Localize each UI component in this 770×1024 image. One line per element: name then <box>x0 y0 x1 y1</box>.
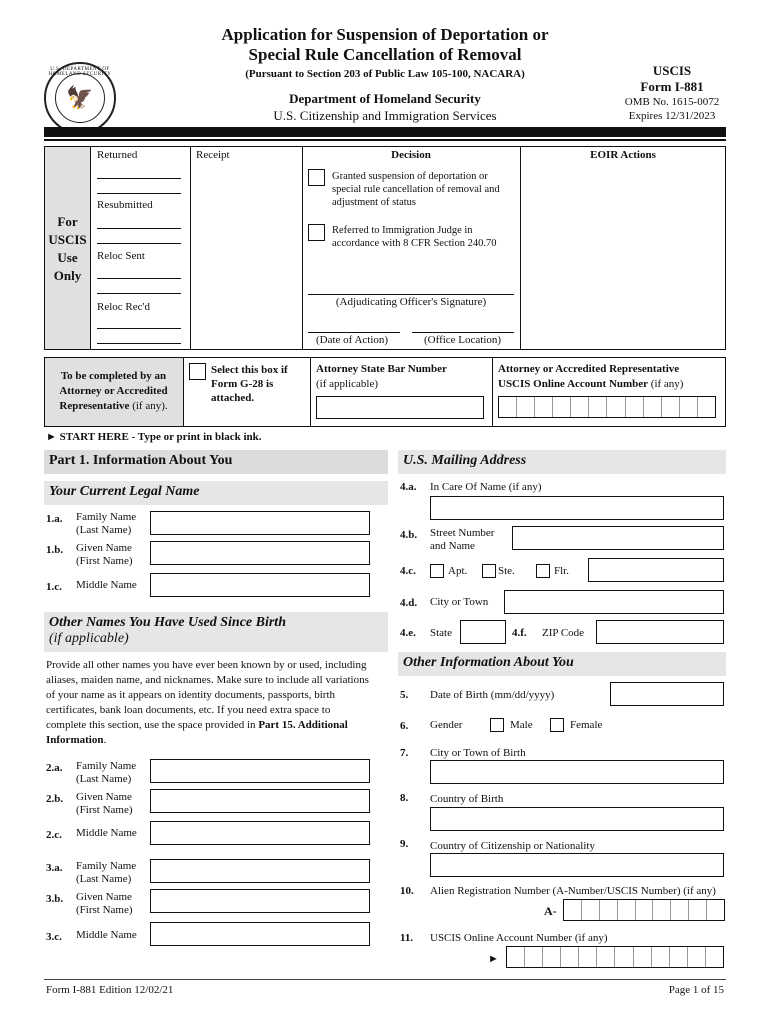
returned-label: Returned <box>97 149 138 161</box>
resubmitted-line <box>97 243 181 244</box>
eagle-icon: 🦅 <box>55 73 105 123</box>
a-number-input[interactable] <box>563 899 725 921</box>
receipt-label: Receipt <box>196 149 230 161</box>
dob-label: Date of Birth (mm/dd/yyyy) <box>430 689 555 701</box>
male-checkbox[interactable] <box>490 718 504 732</box>
middle-name-label: Middle Name <box>76 579 137 591</box>
field-number: 4.c. <box>400 565 416 577</box>
field-number: 1.a. <box>46 513 63 525</box>
other2-given-name-label: Given Name (First Name) <box>76 891 133 916</box>
other-family-name-label: Family Name (Last Name) <box>76 760 137 785</box>
middle-name-input[interactable] <box>150 573 370 597</box>
decision-label: Decision <box>391 149 431 161</box>
citizenship-input[interactable] <box>430 853 724 877</box>
given-name-label: Given Name (First Name) <box>76 542 133 567</box>
other-family-name-input[interactable] <box>150 759 370 783</box>
for-uscis-use-only: For USCIS Use Only <box>48 214 87 283</box>
bar-number-label: Attorney State Bar Number <box>316 363 447 375</box>
reloc-recd-line <box>97 328 181 329</box>
field-number: 3.a. <box>46 862 63 874</box>
department: Department of Homeland Security <box>289 91 481 106</box>
office-location-label: (Office Location) <box>424 334 502 346</box>
footer-rule <box>44 979 726 980</box>
attorney-label: To be completed by an Attorney or Accredited Representative (if any). <box>59 370 168 412</box>
city-input[interactable] <box>504 590 724 614</box>
eoir-label: EOIR Actions <box>590 149 656 161</box>
omb-number: OMB No. 1615-0072 <box>624 96 720 108</box>
male-label: Male <box>510 719 533 731</box>
other-middle-name-label: Middle Name <box>76 827 137 839</box>
reloc-sent-line <box>97 293 181 294</box>
field-number: 5. <box>400 689 409 701</box>
female-checkbox[interactable] <box>550 718 564 732</box>
legal-name-heading: Your Current Legal Name <box>44 481 388 505</box>
arrow-icon: ► <box>488 953 499 965</box>
g28-checkbox[interactable] <box>189 363 206 380</box>
mailing-heading: U.S. Mailing Address <box>398 450 726 474</box>
family-name-input[interactable] <box>150 511 370 535</box>
field-number: 4.b. <box>400 529 418 541</box>
flr-checkbox[interactable] <box>536 564 550 578</box>
divider <box>492 357 493 427</box>
uscis-account-label: USCIS Online Account Number (if any) <box>430 932 608 944</box>
state-label: State <box>430 627 452 639</box>
field-number: 2.c. <box>46 829 62 841</box>
granted-text: Granted suspension of deportation or special rule cancellation of removal and adjustment of status <box>332 171 500 208</box>
other2-given-name-input[interactable] <box>150 889 370 913</box>
referred-text: Referred to Immigration Judge in accordance with 8 CFR Section 240.70 <box>332 225 497 249</box>
uscis-label: USCIS <box>652 63 692 78</box>
city-label: City or Town <box>430 596 489 608</box>
form-title: Application for Suspension of Deportation or Special Rule Cancellation of Removal <box>221 25 549 64</box>
start-here: ► START HERE - Type or print in black ink. <box>46 431 262 443</box>
divider <box>302 146 303 350</box>
city-birth-label: City or Town of Birth <box>430 747 526 759</box>
other2-family-name-input[interactable] <box>150 859 370 883</box>
a-number-prefix: A- <box>544 904 557 918</box>
family-name-label: Family Name (Last Name) <box>76 511 137 536</box>
reloc-sent-line <box>97 278 181 279</box>
divider <box>183 357 184 427</box>
street-input[interactable] <box>512 526 724 550</box>
uscis-account-input[interactable] <box>506 946 724 968</box>
agency: U.S. Citizenship and Immigration Services <box>273 108 497 123</box>
returned-line <box>97 178 181 179</box>
reloc-recd-line <box>97 343 181 344</box>
expiration: Expires 12/31/2023 <box>628 110 716 122</box>
header-rule <box>44 127 726 137</box>
divider <box>90 146 91 350</box>
care-of-input[interactable] <box>430 496 724 520</box>
acct-label: Attorney or Accredited Representative <box>498 363 680 375</box>
female-label: Female <box>570 719 603 731</box>
granted-checkbox[interactable] <box>308 169 325 186</box>
zip-input[interactable] <box>596 620 724 644</box>
city-birth-input[interactable] <box>430 760 724 784</box>
seal-text: U.S. DEPARTMENT OF HOMELAND SECURITY <box>48 67 112 77</box>
signature-label: (Adjudicating Officer's Signature) <box>335 296 487 308</box>
attorney-account-input[interactable] <box>498 396 716 418</box>
care-of-label: In Care Of Name (if any) <box>430 481 542 493</box>
form-subtitle: (Pursuant to Section 203 of Public Law 105-100, NACARA) <box>245 68 525 80</box>
bar-number-input[interactable] <box>316 396 484 419</box>
other-info-heading: Other Information About You <box>398 652 726 676</box>
ste-checkbox[interactable] <box>482 564 496 578</box>
g28-label: Select this box if Form G-28 is attached. <box>211 364 288 404</box>
field-number: 7. <box>400 747 409 759</box>
field-number: 2.a. <box>46 762 63 774</box>
date-action-line <box>308 332 400 333</box>
apt-checkbox[interactable] <box>430 564 444 578</box>
divider <box>310 357 311 427</box>
field-number: 3.c. <box>46 931 62 943</box>
field-number: 4.f. <box>512 627 527 639</box>
field-number: 6. <box>400 720 409 732</box>
referred-checkbox[interactable] <box>308 224 325 241</box>
flr-label: Flr. <box>554 565 569 577</box>
other-names-heading: Other Names You Have Used Since Birth (if applicable) <box>44 612 388 652</box>
other-given-name-input[interactable] <box>150 789 370 813</box>
dob-input[interactable] <box>610 682 724 706</box>
footer-page: Page 1 of 15 <box>668 984 724 996</box>
dhs-seal <box>44 62 116 134</box>
ste-label: Ste. <box>498 565 515 577</box>
given-name-input[interactable] <box>150 541 370 565</box>
country-birth-label: Country of Birth <box>430 793 504 805</box>
reloc-sent-label: Reloc Sent <box>97 250 145 262</box>
citizenship-label: Country of Citizenship or Nationality <box>430 840 595 852</box>
field-number: 4.d. <box>400 597 418 609</box>
a-number-label: Alien Registration Number (A-Number/USCIS Number) (if any) <box>430 885 716 897</box>
field-number: 2.b. <box>46 793 64 805</box>
field-number: 4.a. <box>400 481 417 493</box>
reloc-recd-label: Reloc Rec'd <box>97 301 150 313</box>
other2-family-name-label: Family Name (Last Name) <box>76 860 137 885</box>
field-number: 9. <box>400 838 409 850</box>
state-select[interactable] <box>460 620 506 644</box>
resubmitted-line <box>97 228 181 229</box>
field-number: 4.e. <box>400 627 416 639</box>
other-middle-name-input[interactable] <box>150 821 370 845</box>
field-number: 10. <box>400 885 414 897</box>
field-number: 8. <box>400 792 409 804</box>
part1-heading: Part 1. Information About You <box>44 450 388 474</box>
street-label: Street Number and Name <box>430 527 495 552</box>
bar-number-sub: (if applicable) <box>316 378 378 390</box>
zip-label: ZIP Code <box>542 627 585 639</box>
date-action-label: (Date of Action) <box>316 334 389 346</box>
form-number: Form I-881 <box>640 79 704 94</box>
acct-sub: USCIS Online Account Number (if any) <box>498 378 684 390</box>
field-number: 11. <box>400 932 414 944</box>
apt-label: Apt. <box>448 565 468 577</box>
divider <box>520 146 521 350</box>
country-birth-input[interactable] <box>430 807 724 831</box>
other-given-name-label: Given Name (First Name) <box>76 791 133 816</box>
header-rule-thin <box>44 139 726 141</box>
field-number: 1.b. <box>46 544 64 556</box>
field-number: 3.b. <box>46 893 64 905</box>
other2-middle-name-label: Middle Name <box>76 929 137 941</box>
footer-edition: Form I-881 Edition 12/02/21 <box>46 984 174 996</box>
office-location-line <box>412 332 514 333</box>
divider <box>190 146 191 350</box>
field-number: 1.c. <box>46 581 62 593</box>
returned-line <box>97 193 181 194</box>
signature-line <box>308 294 514 295</box>
resubmitted-label: Resubmitted <box>97 199 153 211</box>
gender-label: Gender <box>430 719 463 731</box>
unit-number-input[interactable] <box>588 558 724 582</box>
other2-middle-name-input[interactable] <box>150 922 370 946</box>
other-names-instructions: Provide all other names you have ever been known by or used, including aliases, maiden name, and nicknames. Make sure to include all variations of your name as it appears on identity documents, passports, birth certificates, bank loan documents, etc. If you need extra space to complete this section, use the space provided in Part 15. Additional Information. <box>46 659 369 746</box>
